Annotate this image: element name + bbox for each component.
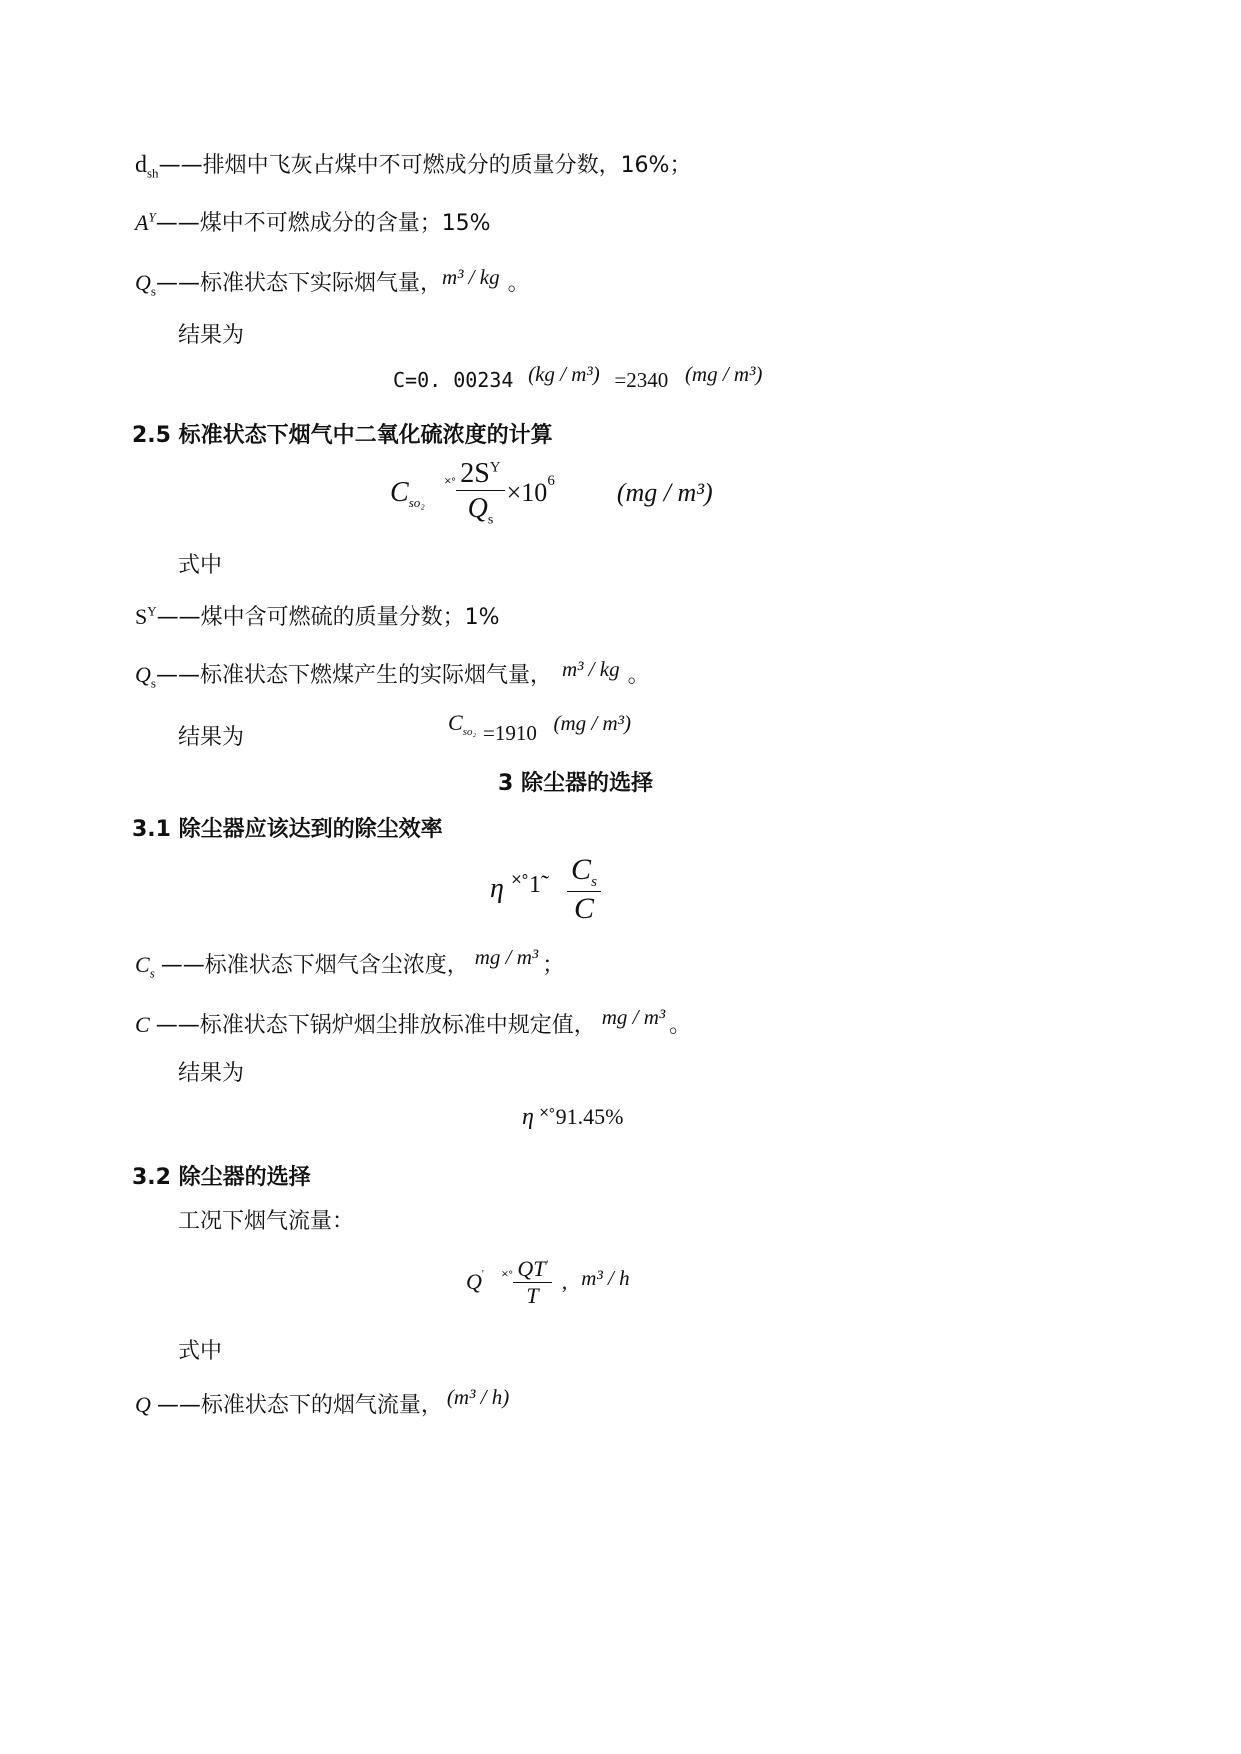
where-label-1: 式中 [178,553,223,578]
section-3-1-heading: 3.1 除尘器应该达到的除尘效率 [132,817,443,842]
flow-formula: Q ' ˟˚ $\frac{QT'}{T}$ , m³ / h [466,1255,630,1308]
ay-line: $A^Y——$煤中不可燃成分的含量；15% [135,209,491,236]
cs-line: $C_s$ ——标准状态下烟气含尘浓度， mg / m³ ； [135,945,565,981]
result-label-3: 结果为 [178,1061,245,1086]
efficiency-formula: η ˟˚1̃ $\frac{C_s}{C}$ [490,848,601,930]
so2-fraction: $\frac{2S^Y}{Q_s}$ [456,458,504,529]
result-3: η ˟˚91.45% [522,1104,624,1130]
where-label-2: 式中 [178,1339,223,1364]
result-2: $C_{so_2} =1910$ (mg / m³) [448,710,631,745]
efficiency-fraction: $\frac{C_s}{C}$ [567,853,601,926]
flow-fraction: $\frac{QT'}{T}$ [513,1256,551,1309]
flow-intro: 工况下烟气流量： [178,1209,355,1234]
so2-formula: C $_{so_2}$ ˟˚ $\frac{2S^Y}{Q_s}$ ×10 $^6$ (mg / m³) [390,457,713,528]
qs-line-1: $Q_s——$标准状态下实际烟气量，m³ / kg 。 [135,265,530,299]
sy-line: $S^Y——$煤中含可燃硫的质量分数；1% [135,603,500,630]
chapter-3-heading: 3 除尘器的选择 [498,771,653,796]
result-1: C=0. 00234 (kg / m³) =2340 (mg / m³) [393,362,763,392]
result-label-2: 结果为 [178,725,245,750]
section-2-5-heading: 2.5 标准状态下烟气中二氧化硫浓度的计算 [132,423,553,448]
c-line: C ——标准状态下锅炉烟尘排放标准中规定值， mg / m³ 。 [135,1005,692,1038]
dsh-line: $d_{sh}——$排烟中飞灰占煤中不可燃成分的质量分数，16%； [135,152,692,181]
result-label-1: 结果为 [178,323,245,348]
qs-line-2: $Q_s——$标准状态下燃煤产生的实际烟气量， m³ / kg 。 [135,657,650,691]
q-line: Q ——标准状态下的烟气流量， (m³ / h) [135,1385,510,1418]
section-3-2-heading: 3.2 除尘器的选择 [132,1165,311,1190]
